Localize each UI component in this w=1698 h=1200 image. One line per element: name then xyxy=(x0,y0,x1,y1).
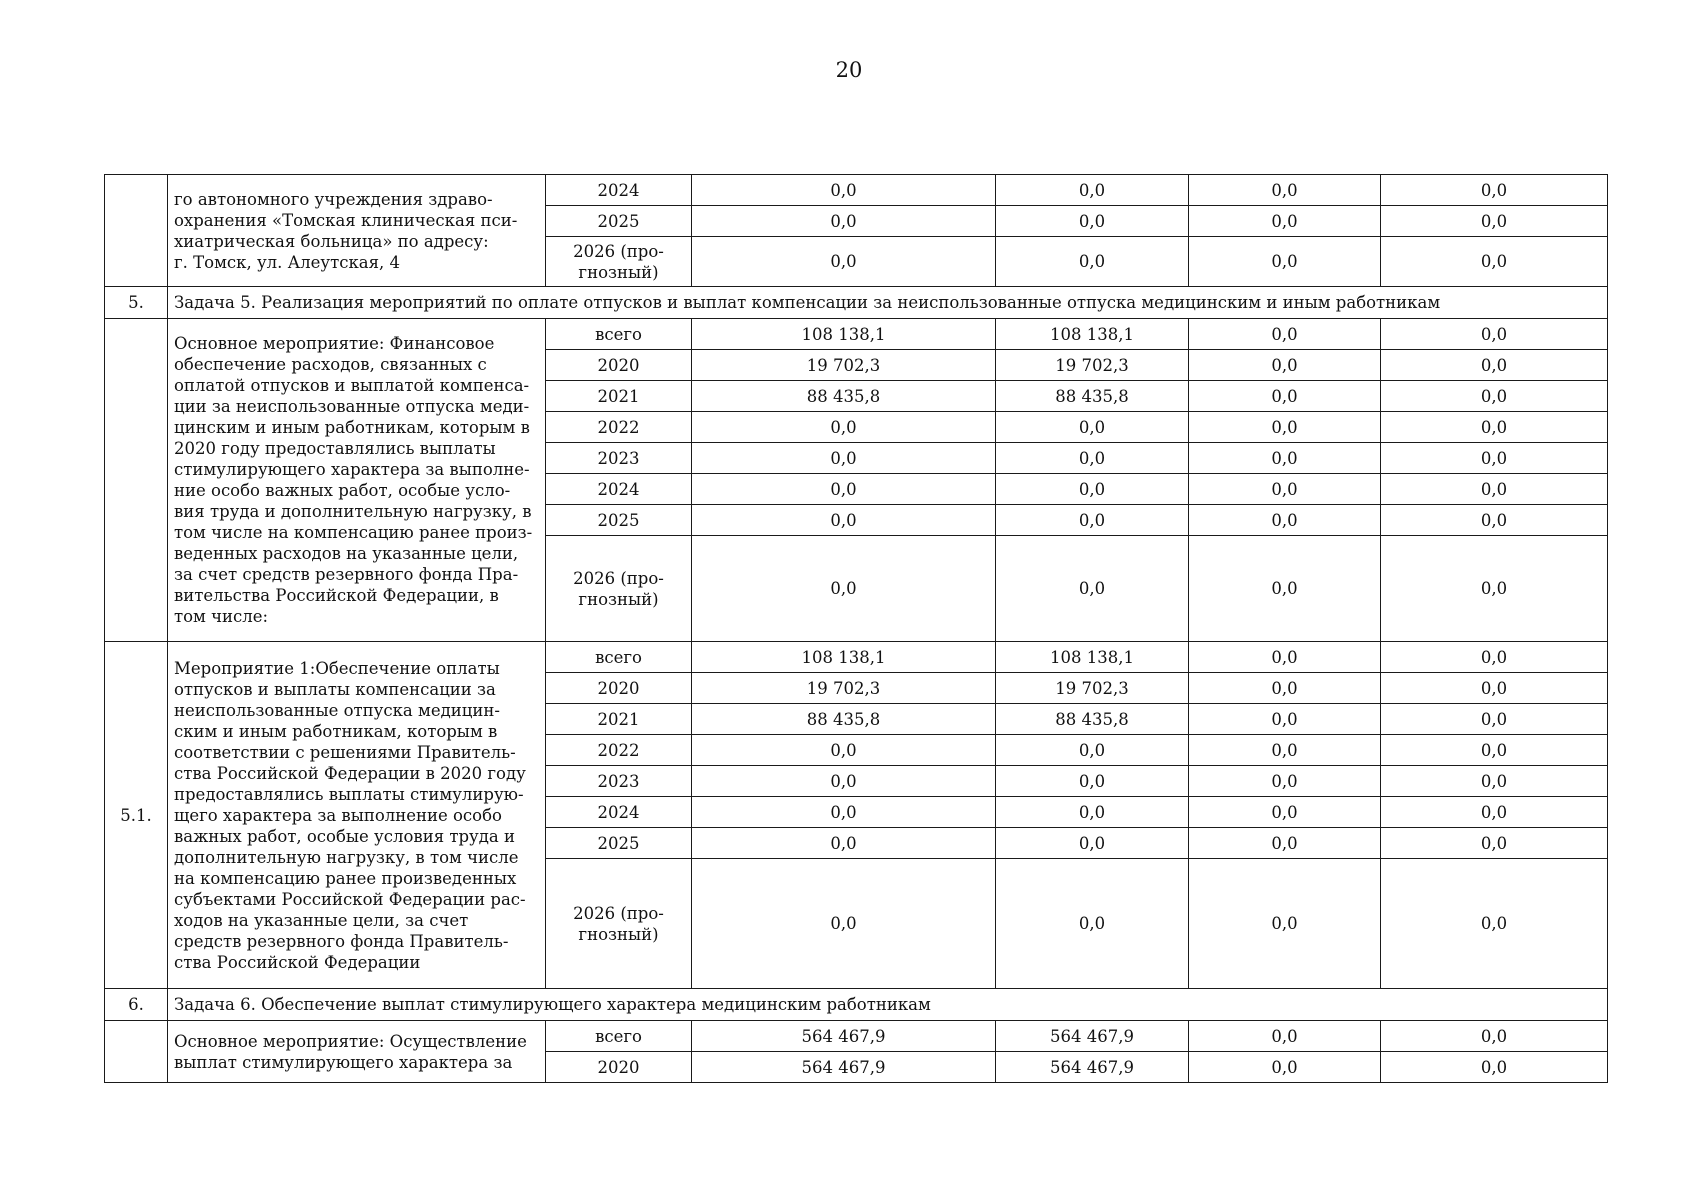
federal-value-cell: 0,0 xyxy=(996,206,1189,237)
federal-value-cell: 0,0 xyxy=(996,237,1189,287)
year-cell: 2021 xyxy=(546,704,692,735)
table-row xyxy=(105,642,1608,673)
task-number-cell: 5. xyxy=(105,287,168,319)
other-value-cell: 0,0 xyxy=(1381,642,1608,673)
federal-value-cell: 19 702,3 xyxy=(996,350,1189,381)
total-value-cell: 108 138,1 xyxy=(692,319,996,350)
total-value-cell: 88 435,8 xyxy=(692,704,996,735)
total-value-cell: 0,0 xyxy=(692,443,996,474)
year-cell: 2025 xyxy=(546,505,692,536)
regional-value-cell: 0,0 xyxy=(1189,474,1381,505)
regional-value-cell: 0,0 xyxy=(1189,642,1381,673)
total-value-cell: 0,0 xyxy=(692,766,996,797)
total-value-cell: 0,0 xyxy=(692,536,996,642)
total-value-cell: 0,0 xyxy=(692,474,996,505)
federal-value-cell: 0,0 xyxy=(996,474,1189,505)
year-cell: 2025 xyxy=(546,828,692,859)
page-number: 20 xyxy=(835,58,863,82)
other-value-cell: 0,0 xyxy=(1381,536,1608,642)
total-value-cell: 0,0 xyxy=(692,412,996,443)
other-value-cell: 0,0 xyxy=(1381,673,1608,704)
total-value-cell: 0,0 xyxy=(692,735,996,766)
other-value-cell: 0,0 xyxy=(1381,766,1608,797)
federal-value-cell: 88 435,8 xyxy=(996,704,1189,735)
regional-value-cell: 0,0 xyxy=(1189,797,1381,828)
total-value-cell: 0,0 xyxy=(692,175,996,206)
year-cell: 2026 (про-гнозный) xyxy=(546,237,692,287)
year-cell: 2020 xyxy=(546,673,692,704)
task-title-cell: Задача 5. Реализация мероприятий по оплате отпусков и выплат компенсации за неиспользованные отпуска медицинским и иным работникам xyxy=(168,287,1608,319)
total-value-cell: 0,0 xyxy=(692,206,996,237)
regional-value-cell: 0,0 xyxy=(1189,828,1381,859)
regional-value-cell: 0,0 xyxy=(1189,381,1381,412)
table-row xyxy=(105,319,1608,350)
regional-value-cell: 0,0 xyxy=(1189,206,1381,237)
total-value-cell: 564 467,9 xyxy=(692,1021,996,1052)
federal-value-cell: 19 702,3 xyxy=(996,673,1189,704)
federal-value-cell: 0,0 xyxy=(996,443,1189,474)
other-value-cell: 0,0 xyxy=(1381,319,1608,350)
regional-value-cell: 0,0 xyxy=(1189,237,1381,287)
other-value-cell: 0,0 xyxy=(1381,350,1608,381)
year-cell: 2024 xyxy=(546,175,692,206)
federal-value-cell: 108 138,1 xyxy=(996,319,1189,350)
item-description-cell: Основное мероприятие: Осуществление выплат стимулирующего характера за xyxy=(168,1021,546,1083)
other-value-cell: 0,0 xyxy=(1381,735,1608,766)
federal-value-cell: 0,0 xyxy=(996,797,1189,828)
other-value-cell: 0,0 xyxy=(1381,1021,1608,1052)
total-value-cell: 108 138,1 xyxy=(692,642,996,673)
federal-value-cell: 0,0 xyxy=(996,175,1189,206)
year-cell: 2020 xyxy=(546,350,692,381)
year-cell: 2021 xyxy=(546,381,692,412)
task-title-cell: Задача 6. Обеспечение выплат стимулирующего характера медицинским работникам xyxy=(168,989,1608,1021)
year-cell: 2026 (про-гнозный) xyxy=(546,859,692,989)
other-value-cell: 0,0 xyxy=(1381,237,1608,287)
other-value-cell: 0,0 xyxy=(1381,443,1608,474)
other-value-cell: 0,0 xyxy=(1381,859,1608,989)
year-cell: всего xyxy=(546,319,692,350)
other-value-cell: 0,0 xyxy=(1381,175,1608,206)
federal-value-cell: 0,0 xyxy=(996,536,1189,642)
federal-value-cell: 0,0 xyxy=(996,766,1189,797)
total-value-cell: 19 702,3 xyxy=(692,673,996,704)
total-value-cell: 0,0 xyxy=(692,505,996,536)
task-number-cell: 6. xyxy=(105,989,168,1021)
total-value-cell: 0,0 xyxy=(692,237,996,287)
regional-value-cell: 0,0 xyxy=(1189,673,1381,704)
total-value-cell: 19 702,3 xyxy=(692,350,996,381)
federal-value-cell: 108 138,1 xyxy=(996,642,1189,673)
total-value-cell: 0,0 xyxy=(692,859,996,989)
table-row xyxy=(105,1021,1608,1052)
regional-value-cell: 0,0 xyxy=(1189,443,1381,474)
other-value-cell: 0,0 xyxy=(1381,381,1608,412)
item-number-cell xyxy=(105,175,168,287)
federal-value-cell: 0,0 xyxy=(996,859,1189,989)
other-value-cell: 0,0 xyxy=(1381,1052,1608,1083)
other-value-cell: 0,0 xyxy=(1381,828,1608,859)
regional-value-cell: 0,0 xyxy=(1189,766,1381,797)
regional-value-cell: 0,0 xyxy=(1189,536,1381,642)
other-value-cell: 0,0 xyxy=(1381,797,1608,828)
federal-value-cell: 564 467,9 xyxy=(996,1021,1189,1052)
federal-value-cell: 0,0 xyxy=(996,828,1189,859)
item-number-cell: 5.1. xyxy=(105,642,168,989)
federal-value-cell: 0,0 xyxy=(996,412,1189,443)
federal-value-cell: 0,0 xyxy=(996,505,1189,536)
other-value-cell: 0,0 xyxy=(1381,412,1608,443)
year-cell: 2024 xyxy=(546,797,692,828)
total-value-cell: 88 435,8 xyxy=(692,381,996,412)
other-value-cell: 0,0 xyxy=(1381,206,1608,237)
year-cell: 2024 xyxy=(546,474,692,505)
federal-value-cell: 0,0 xyxy=(996,735,1189,766)
year-cell: 2020 xyxy=(546,1052,692,1083)
item-description-cell: Мероприятие 1:Обеспечение оплаты отпусков и выплаты компенсации за неиспользованные отпуска медицин- ским и иным работникам, которым в соответствии с решениями Правитель- ства Российской Федерации в 2020 году предоставлялись выплаты стимулирую- щего характера за выполнение особо важных работ, особые условия труда и дополнительную нагрузку, в том числе на компенсацию ранее произведенных субъектами Российской Федерации рас- ходов на указанные цели, за счет средств резервного фонда Правитель- ства Российской Федерации xyxy=(168,642,546,989)
item-number-cell xyxy=(105,1021,168,1083)
other-value-cell: 0,0 xyxy=(1381,704,1608,735)
federal-value-cell: 88 435,8 xyxy=(996,381,1189,412)
total-value-cell: 0,0 xyxy=(692,797,996,828)
total-value-cell: 0,0 xyxy=(692,828,996,859)
year-cell: 2025 xyxy=(546,206,692,237)
regional-value-cell: 0,0 xyxy=(1189,350,1381,381)
item-number-cell xyxy=(105,319,168,642)
item-description-cell: Основное мероприятие: Финансовое обеспечение расходов, связанных с оплатой отпусков и выплатой компенса- ции за неиспользованные отпуска меди- цинским и иным работникам, которым в 2020 году предоставлялись выплаты стимулирующего характера за выполне- ние особо важных работ, особые усло- вия труда и дополнительную нагрузку, в том числе на компенсацию ранее произ- веденных расходов на указанные цели, за счет средств резервного фонда Пра- вительства Российской Федерации, в том числе: xyxy=(168,319,546,642)
regional-value-cell: 0,0 xyxy=(1189,412,1381,443)
other-value-cell: 0,0 xyxy=(1381,505,1608,536)
regional-value-cell: 0,0 xyxy=(1189,1021,1381,1052)
table-row xyxy=(105,175,1608,206)
budget-table xyxy=(104,174,1608,1083)
task-row xyxy=(105,287,1608,319)
task-row xyxy=(105,989,1608,1021)
item-description-cell: го автономного учреждения здраво- охранения «Томская клиническая пси- хиатрическая больница» по адресу: г. Томск, ул. Алеутская, 4 xyxy=(168,175,546,287)
other-value-cell: 0,0 xyxy=(1381,474,1608,505)
regional-value-cell: 0,0 xyxy=(1189,735,1381,766)
year-cell: 2022 xyxy=(546,735,692,766)
regional-value-cell: 0,0 xyxy=(1189,319,1381,350)
regional-value-cell: 0,0 xyxy=(1189,505,1381,536)
regional-value-cell: 0,0 xyxy=(1189,1052,1381,1083)
year-cell: 2023 xyxy=(546,443,692,474)
year-cell: 2026 (про-гнозный) xyxy=(546,536,692,642)
total-value-cell: 564 467,9 xyxy=(692,1052,996,1083)
year-cell: всего xyxy=(546,1021,692,1052)
year-cell: 2023 xyxy=(546,766,692,797)
regional-value-cell: 0,0 xyxy=(1189,704,1381,735)
regional-value-cell: 0,0 xyxy=(1189,859,1381,989)
federal-value-cell: 564 467,9 xyxy=(996,1052,1189,1083)
year-cell: всего xyxy=(546,642,692,673)
year-cell: 2022 xyxy=(546,412,692,443)
regional-value-cell: 0,0 xyxy=(1189,175,1381,206)
